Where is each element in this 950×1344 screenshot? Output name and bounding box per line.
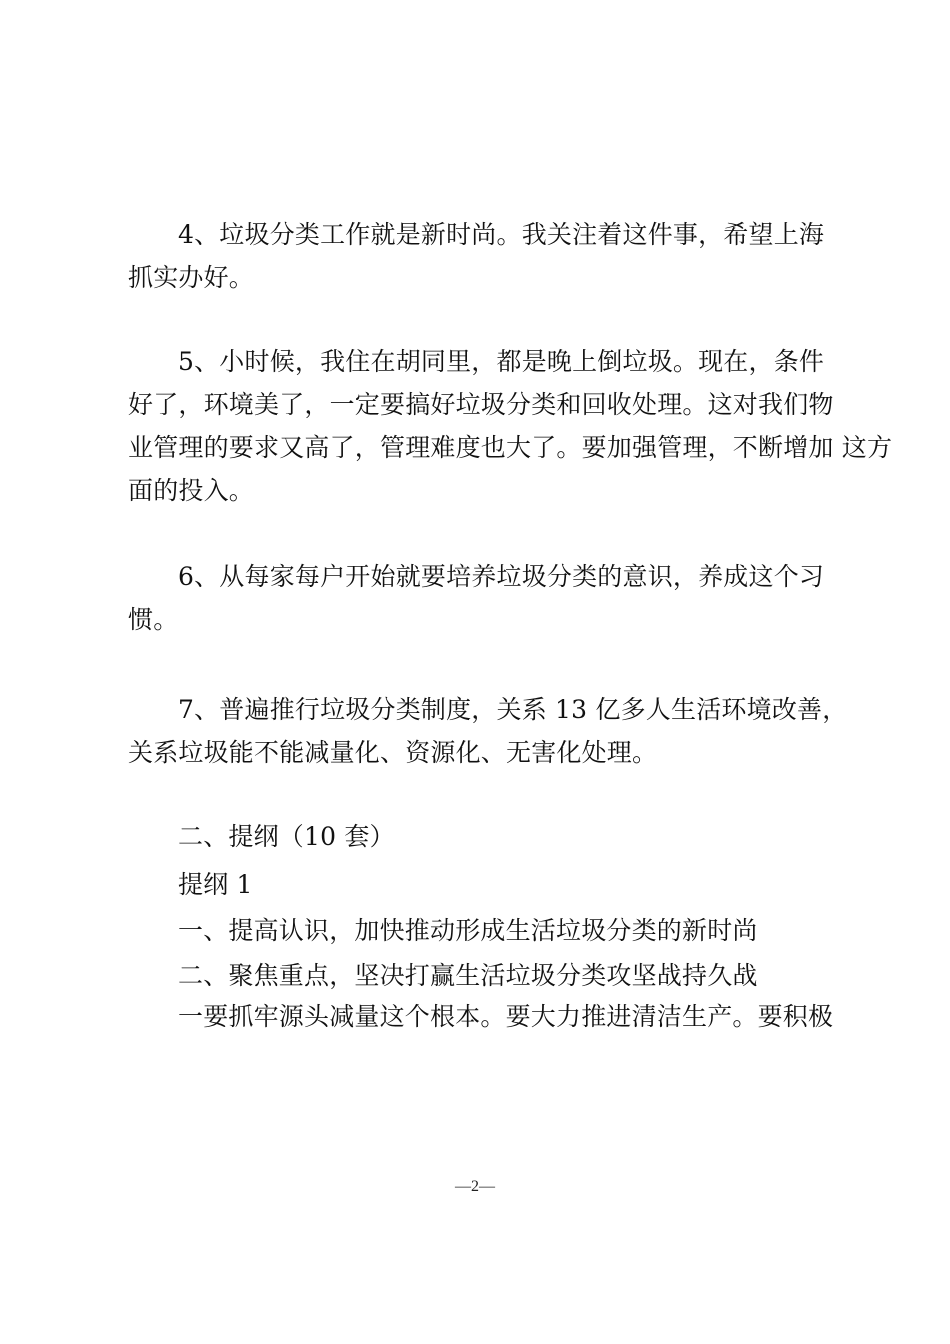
outline-item-3: 一要抓牢源头减量这个根本。要大力推进清洁生产。要积极 xyxy=(178,1002,834,1031)
paragraph-6-line-1: 6、从每家每户开始就要培养垃圾分类的意识，养成这个习 xyxy=(178,562,825,591)
paragraph-5-line-2: 好了，环境美了，一定要搞好垃圾分类和回收处理。这对我们物 xyxy=(128,390,834,419)
paragraph-4-line-2: 抓实办好。 xyxy=(128,263,255,292)
paragraph-7-line-1: 7、普遍推行垃圾分类制度，关系 13 亿多人生活环境改善， xyxy=(178,695,848,724)
paragraph-7-line-2: 关系垃圾能不能减量化、资源化、无害化处理。 xyxy=(128,738,658,767)
paragraph-5-line-4: 面的投入。 xyxy=(128,476,255,505)
outline-heading: 二、提纲（10 套） xyxy=(178,822,395,851)
paragraph-5-line-3: 业管理的要求又高了，管理难度也大了。要加强管理，不断增加 这方 xyxy=(128,433,893,462)
paragraph-5-line-1: 5、小时候，我住在胡同里，都是晚上倒垃圾。现在，条件 xyxy=(178,347,825,376)
outline-sub-heading: 提纲 1 xyxy=(178,870,253,899)
paragraph-4-line-1: 4、垃圾分类工作就是新时尚。我关注着这件事，希望上海 xyxy=(178,220,825,249)
outline-item-2: 二、聚焦重点，坚决打赢生活垃圾分类攻坚战持久战 xyxy=(178,961,758,990)
outline-item-1: 一、提高认识，加快推动形成生活垃圾分类的新时尚 xyxy=(178,916,758,945)
page-number: —2— xyxy=(455,1178,495,1195)
paragraph-6-line-2: 惯。 xyxy=(128,605,179,634)
